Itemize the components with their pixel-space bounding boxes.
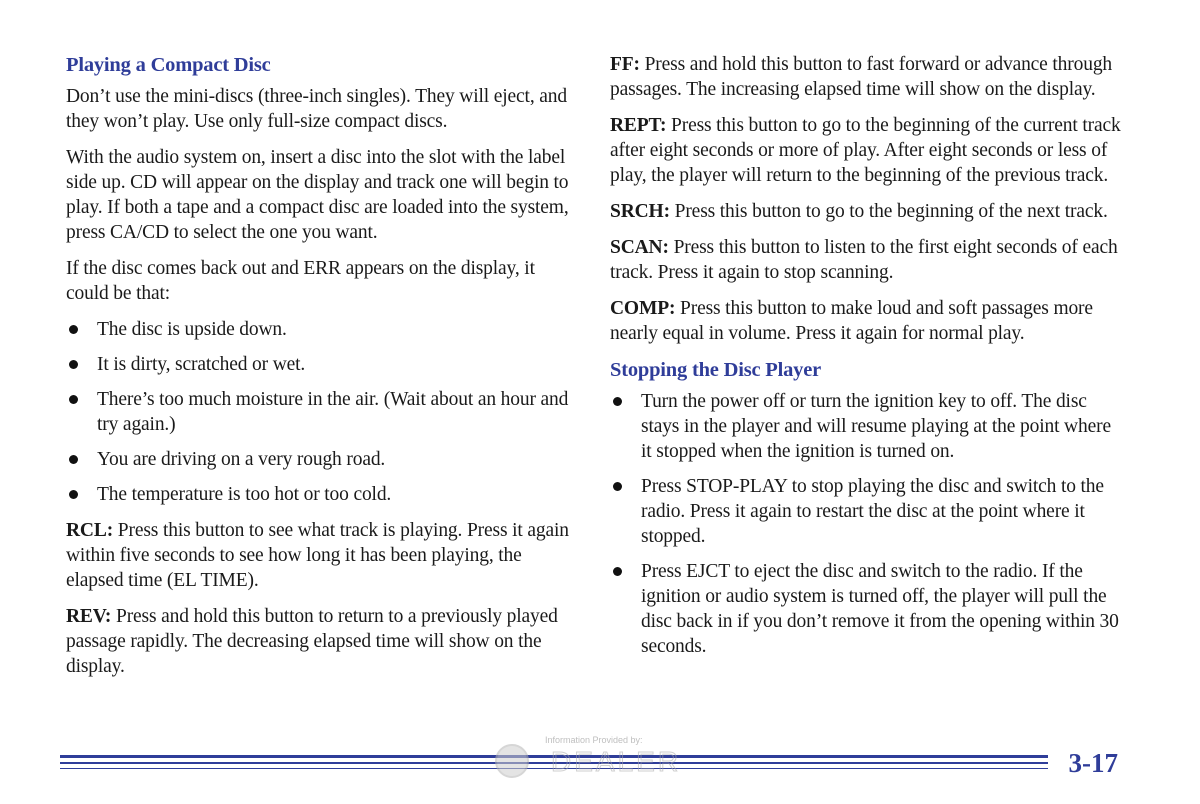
- watermark-caption: Information Provided by:: [545, 735, 643, 745]
- paragraph-comp: COMP: Press this button to make loud and soft passages more nearly equal in volume. Press it again for normal play.: [610, 298, 1093, 344]
- list-item: Press EJCT to eject the disc and switch to the radio. If the ignition or audio system is turned off, the player will pull the disc back in if you don’t remove it from the opening within 30 seconds.: [610, 559, 1125, 659]
- paragraph-scan: SCAN: Press this button to listen to the first eight seconds of each track. Press it again to stop scanning.: [610, 237, 1118, 283]
- section-heading-stopping-disc-player: Stopping the Disc Player: [610, 359, 822, 381]
- bullet-icon: [613, 567, 622, 576]
- term-srch: SRCH:: [610, 201, 670, 222]
- right-column: [610, 52, 1125, 670]
- paragraph-srch: SRCH: Press this button to go to the beginning of the next track.: [610, 201, 1108, 222]
- term-scan: SCAN:: [610, 237, 669, 258]
- list-item: There’s too much moisture in the air. (Wait about an hour and try again.): [66, 387, 571, 437]
- paragraph-rept: REPT: Press this button to go to the beginning of the current track after eight seconds or more of play. After eight seconds or less of play, the player will return to the beginning of the previous track.: [610, 115, 1121, 186]
- list-item: You are driving on a very rough road.: [66, 447, 571, 472]
- bullet-icon: [69, 490, 78, 499]
- bullet-icon: [613, 482, 622, 491]
- paragraph-err-display: If the disc comes back out and ERR appears on the display, it could be that:: [66, 258, 535, 304]
- paragraph-insert-disc: With the audio system on, insert a disc into the slot with the label side up. CD will appear on the display and track one will begin to play. If both a tape and a compact disc are loaded into the system, press CA/CD to select the one you want.: [66, 147, 569, 243]
- dealer-logo-icon: [495, 744, 529, 778]
- err-causes-list: [66, 317, 571, 507]
- bullet-icon: [69, 455, 78, 464]
- section-heading-playing-compact-disc: Playing a Compact Disc: [66, 54, 271, 76]
- list-item: Turn the power off or turn the ignition key to off. The disc stays in the player and will resume playing at the point where it stopped when the ignition is turned on.: [610, 389, 1125, 464]
- bullet-icon: [613, 397, 622, 406]
- left-column: [66, 52, 571, 690]
- term-rcl: RCL:: [66, 520, 114, 541]
- list-item: It is dirty, scratched or wet.: [66, 352, 571, 377]
- stopping-steps-list: [610, 389, 1125, 659]
- list-item: Press STOP-PLAY to stop playing the disc and switch to the radio. Press it again to restart the disc at the point where it stopped.: [610, 474, 1125, 549]
- dealer-watermark: [495, 732, 705, 782]
- term-rept: REPT:: [610, 115, 667, 136]
- term-rev: REV:: [66, 606, 112, 627]
- paragraph-mini-discs: Don’t use the mini-discs (three-inch singles). They will eject, and they won’t play. Use only full-size compact discs.: [66, 86, 567, 132]
- paragraph-rcl: RCL: Press this button to see what track is playing. Press it again within five seconds to see how long it has been playing, the elapsed time (EL TIME).: [66, 520, 569, 591]
- page-number: 3-17: [1068, 748, 1118, 778]
- term-ff: FF:: [610, 54, 640, 75]
- paragraph-ff: FF: Press and hold this button to fast forward or advance through passages. The increasing elapsed time will show on the display.: [610, 54, 1113, 100]
- list-item: The disc is upside down.: [66, 317, 571, 342]
- bullet-icon: [69, 325, 78, 334]
- paragraph-rev: REV: Press and hold this button to return to a previously played passage rapidly. The decreasing elapsed time will show on the display.: [66, 606, 558, 677]
- bullet-icon: [69, 395, 78, 404]
- list-item: The temperature is too hot or too cold.: [66, 482, 571, 507]
- term-comp: COMP:: [610, 298, 676, 319]
- watermark-name: DEALER: [551, 746, 682, 777]
- bullet-icon: [69, 360, 78, 369]
